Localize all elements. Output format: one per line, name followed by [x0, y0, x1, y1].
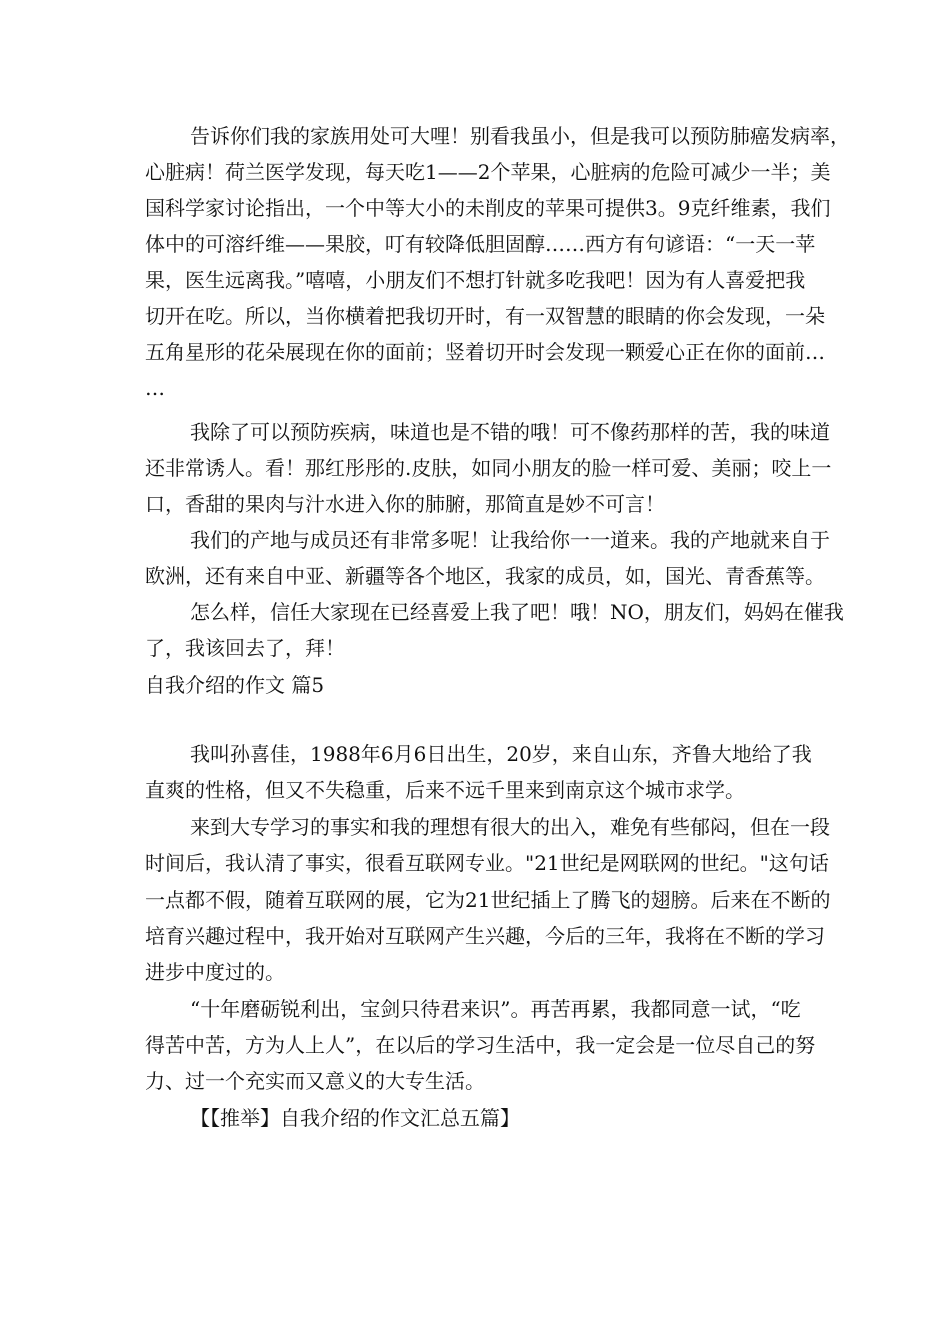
paragraph-line: 口，香甜的果肉与汁水进入你的肺腑，那简直是妙不可言！ [145, 492, 665, 516]
paragraph-line: 培育兴趣过程中，我开始对互联网产生兴趣，今后的三年，我将在不断的学习 [145, 924, 825, 948]
paragraph-line: 体中的可溶纤维——果胶，叮有较降低胆固醇……西方有句谚语：“一天一苹 [145, 232, 816, 256]
paragraph-line: 得苦中苦，方为人上人”，在以后的学习生活中，我一定会是一位尽自己的努 [145, 1033, 816, 1057]
paragraph-line: 一点都不假，随着互联网的展，它为21世纪插上了腾飞的翅膀。后来在不断的 [145, 888, 831, 912]
paragraph-line: 直爽的性格，但又不失稳重，后来不远千里来到南京这个城市求学。 [145, 778, 745, 802]
paragraph-line: 我们的产地与成员还有非常多呢！让我给你一一道来。我的产地就来自于 [190, 528, 830, 552]
paragraph-line: 果，医生远离我。”嘻嘻，小朋友们不想打针就多吃我吧！因为有人喜爱把我 [145, 268, 806, 292]
paragraph-line: 切开在吃。所以，当你横着把我切开时，有一双智慧的眼睛的你会发现，一朵 [145, 304, 825, 328]
paragraph-line: 怎么样，信任大家现在已经喜爱上我了吧！哦！NO，朋友们，妈妈在催我 [190, 600, 844, 624]
paragraph-line: “十年磨砺锐利出，宝剑只待君来识”。再苦再累，我都同意一试，“吃 [190, 997, 801, 1021]
paragraph-line: 我除了可以预防疾病，味道也是不错的哦！可不像药那样的苦，我的味道 [190, 420, 830, 444]
paragraph-line: 欧洲，还有来自中亚、新疆等各个地区，我家的成员，如，国光、青香蕉等。 [145, 564, 825, 588]
paragraph-line: 告诉你们我的家族用处可大哩！别看我虽小，但是我可以预防肺癌发病率， [190, 124, 850, 148]
paragraph-line: 国科学家讨论指出，一个中等大小的未削皮的苹果可提供3。9克纤维素，我们 [145, 196, 831, 220]
paragraph-line: 进步中度过的。 [145, 960, 285, 984]
paragraph-line: 来到大专学习的事实和我的理想有很大的出入，难免有些郁闷，但在一段 [190, 815, 830, 839]
related-articles-title: 【【推举】自我介绍的作文汇总五篇】 [190, 1106, 520, 1130]
paragraph-line: … [145, 376, 165, 400]
paragraph-line: 我叫孙喜佳，1988年6月6日出生，20岁，来自山东，齐鲁大地给了我 [190, 742, 812, 766]
paragraph-line: 力、过一个充实而又意义的大专生活。 [145, 1069, 485, 1093]
paragraph-line: 了，我该回去了，拜！ [145, 636, 345, 660]
paragraph-line: 还非常诱人。看！那红彤彤的.皮肤，如同小朋友的脸一样可爱、美丽；咬上一 [145, 456, 832, 480]
paragraph-line: 心脏病！荷兰医学发现，每天吃1——2个苹果，心脏病的危险可减少一半；美 [145, 160, 831, 184]
paragraph-line: 时间后，我认清了事实，很看互联网专业。"21世纪是网联网的世纪。"这句话 [145, 851, 829, 875]
paragraph-line: 五角星形的花朵展现在你的面前；竖着切开时会发现一颗爱心正在你的面前… [145, 340, 825, 364]
section-heading: 自我介绍的作文 篇5 [145, 673, 325, 697]
